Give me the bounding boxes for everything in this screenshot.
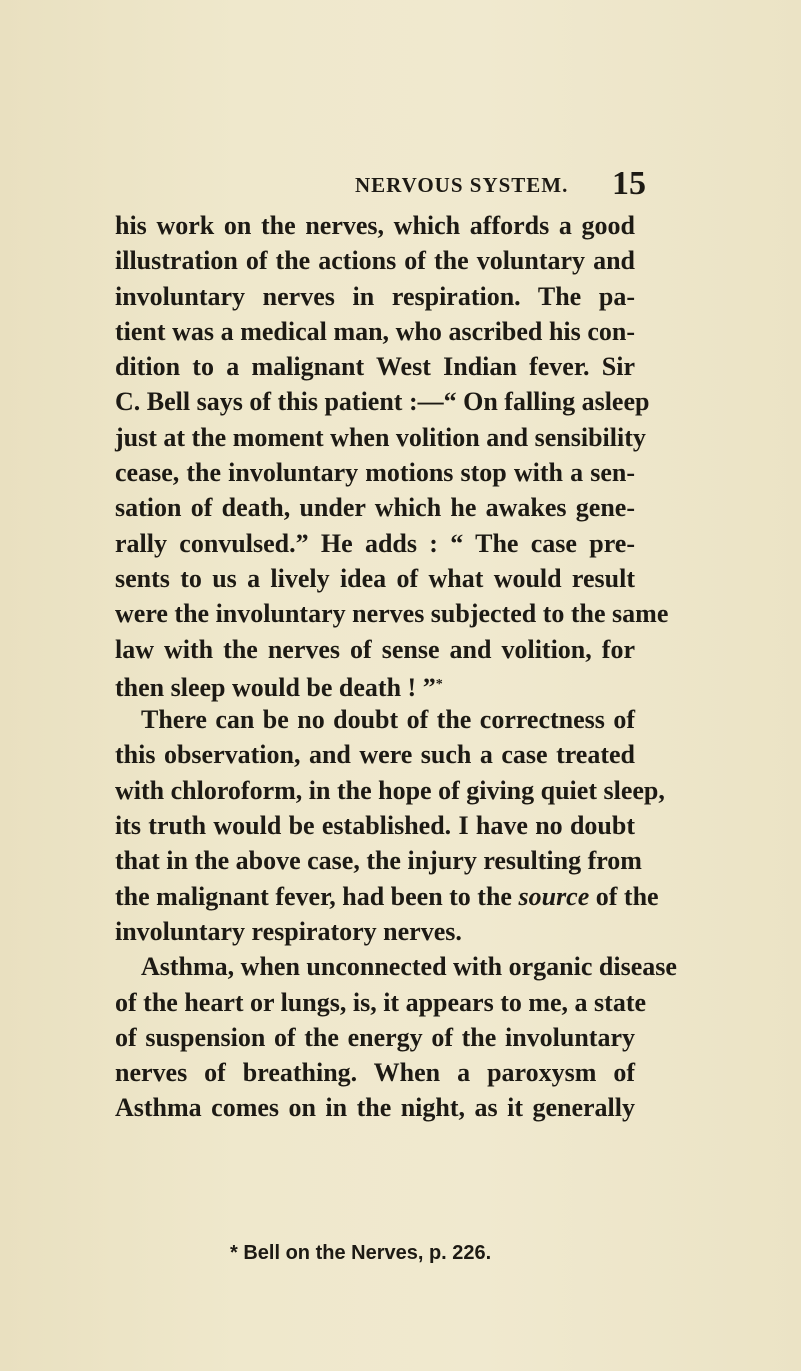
body-text <box>115 208 677 1126</box>
text-line: just at the moment when volition and sensibility <box>115 422 646 452</box>
text-line: his work on the nerves, which affords a good <box>115 211 635 240</box>
text-line: nerves of breathing. When a paroxysm of <box>115 1058 635 1088</box>
text-line: Asthma, when unconnected with organic disease <box>141 952 677 982</box>
text-line <box>115 879 659 914</box>
text-line <box>115 667 635 702</box>
line-part: the malignant fever, had been to the <box>115 881 512 911</box>
text-line: that in the above case, the injury resulting from <box>115 846 642 876</box>
page-header <box>0 165 801 205</box>
text-line: of the heart or lungs, is, it appears to me, a state <box>115 987 647 1017</box>
text-line: sation of death, under which he awakes gene- <box>115 493 635 523</box>
text-line: were the involuntary nerves subjected to the same <box>115 599 669 629</box>
text-line: of suspension of the energy of the involuntary <box>115 1022 635 1052</box>
quote-end: then sleep would be death ! ” <box>115 672 436 702</box>
text-line: involuntary nerves in respiration. The pa- <box>115 281 635 311</box>
text-line: law with the nerves of sense and volition, for <box>115 634 635 664</box>
text-line: with chloroform, in the hope of giving quiet sleep, <box>115 775 665 805</box>
text-line: sents to us a lively idea of what would result <box>115 563 635 593</box>
text-line: involuntary respiratory nerves. <box>115 916 462 946</box>
footnote: * Bell on the Nerves, p. 226. <box>230 1242 492 1264</box>
line-part: of the <box>595 881 659 911</box>
text-line: its truth would be established. I have no doubt <box>115 811 635 841</box>
emphasis-source: source <box>518 881 590 911</box>
text-line: dition to a malignant West Indian fever. Sir <box>115 352 635 382</box>
text-line: this observation, and were such a case treated <box>115 740 635 770</box>
text-line: rally convulsed.” He adds : “ The case pre- <box>115 528 635 558</box>
text-line: C. Bell says of this patient :—“ On falling asleep <box>115 387 650 417</box>
footnote-marker: * <box>435 676 443 692</box>
text-line: cease, the involuntary motions stop with a sen- <box>115 458 635 488</box>
text-line: There can be no doubt of the correctness of <box>141 705 635 735</box>
text-line: Asthma comes on in the night, as it generally <box>115 1093 635 1123</box>
running-head: NERVOUS SYSTEM. <box>355 173 569 197</box>
text-line: tient was a medical man, who ascribed his con- <box>115 316 635 346</box>
text-line: illustration of the actions of the voluntary and <box>115 246 635 276</box>
page-number: 15 <box>612 165 646 202</box>
